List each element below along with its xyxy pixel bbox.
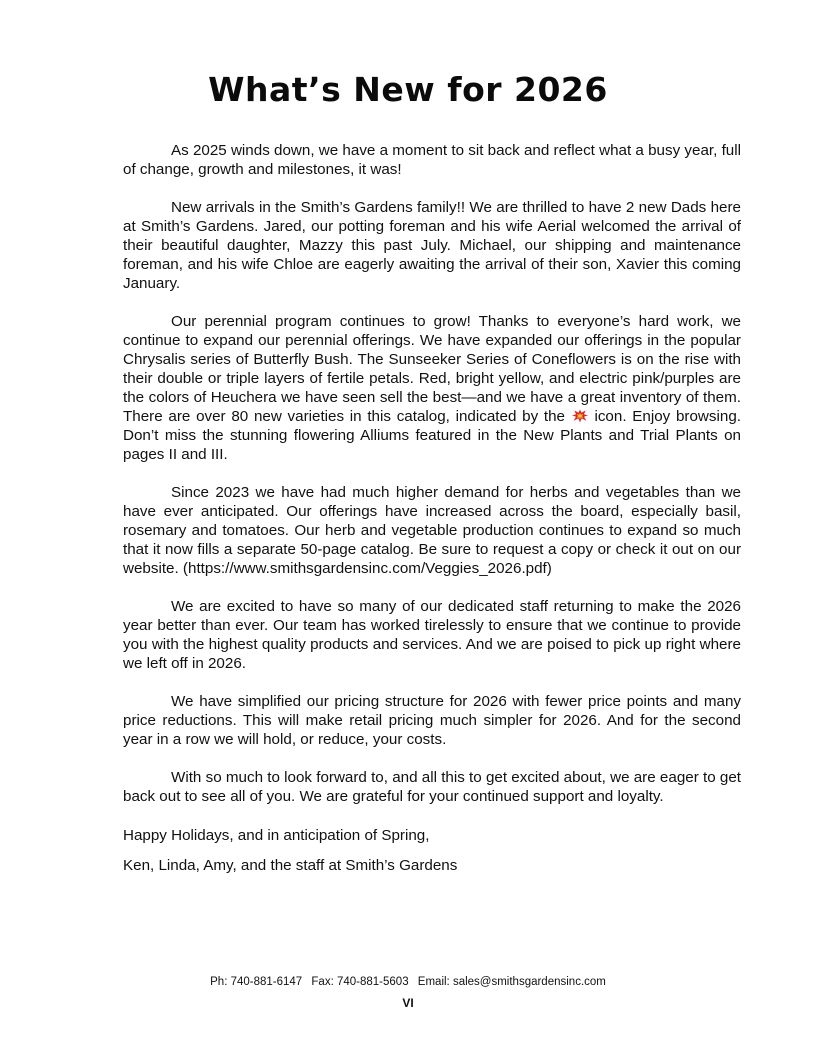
paragraph-pricing: We have simplified our pricing structure for 2026 with fewer price points and many price reductions. This will make retail pricing much simpler for 2026. And for the second year in a row we will hold, or reduce, your costs. bbox=[123, 693, 741, 748]
closing-greeting: Happy Holidays, and in anticipation of Spring, bbox=[123, 827, 430, 844]
footer-phone: Ph: 740-881-6147 bbox=[210, 976, 303, 988]
paragraph-perennials-part1: Our perennial program continues to grow! Thanks to everyone’s hard work, we continue to expand our perennial offerings. We have expanded our offerings in the popular Chrysalis series of Butterfly Bush. The Sunseeker Series of Coneflowers is on the rise with their double or triple layers of fertile petals. Red, bright yellow, and electric pink/purples are the colors of Heuchera we have seen sell the best—and we have a great inventory of them. There are over 80 new varieties in this catalog, indicated by the bbox=[123, 313, 741, 425]
page-number: VI bbox=[402, 996, 414, 1010]
paragraph-intro: As 2025 winds down, we have a moment to sit back and reflect what a busy year, full of change, growth and milestones, it was! bbox=[123, 142, 741, 178]
contact-footer bbox=[0, 976, 816, 988]
new-variety-starburst-icon bbox=[572, 409, 588, 423]
page-title: What’s New for 2026 bbox=[208, 70, 608, 109]
footer-email: Email: sales@smithsgardensinc.com bbox=[417, 976, 606, 988]
paragraph-closing-remarks: With so much to look forward to, and all this to get excited about, we are eager to get back out to see all of you. We are grateful for your continued support and loyalty. bbox=[123, 769, 741, 805]
paragraph-perennials-part2: icon. Enjoy browsing. Don’t miss the stunning flowering Alliums featured in the New Plants and Trial Plants on pages II and III. bbox=[123, 408, 741, 463]
paragraph-staff: We are excited to have so many of our dedicated staff returning to make the 2026 year better than ever. Our team has worked tirelessly to ensure that we continue to provide you with the highest quality products and services. And we are poised to pick up right where we left off in 2026. bbox=[123, 598, 741, 672]
footer-fax: Fax: 740-881-5603 bbox=[311, 976, 409, 988]
letter-closing bbox=[123, 826, 457, 886]
paragraph-perennials bbox=[123, 312, 741, 464]
paragraph-herbs-vegetables: Since 2023 we have had much higher demand for herbs and vegetables than we have ever anticipated. Our offerings have increased across the board, especially basil, rosemary and tomatoes. Our herb and vegetable production continues to expand so much that it now fills a separate 50-page catalog. Be sure to request a copy or check it out on our website. (https://www.smithsgardensinc.com/Veggies_2026.pdf) bbox=[123, 484, 741, 577]
closing-signature: Ken, Linda, Amy, and the staff at Smith’s Gardens bbox=[123, 857, 458, 874]
paragraph-new-arrivals: New arrivals in the Smith’s Gardens family!! We are thrilled to have 2 new Dads here at Smith’s Gardens. Jared, our potting foreman and his wife Aerial welcomed the arrival of their beautiful daughter, Mazzy this past July. Michael, our shipping and maintenance foreman, and his wife Chloe are eagerly awaiting the arrival of their son, Xavier this coming January. bbox=[123, 199, 741, 292]
letter-body bbox=[123, 141, 741, 825]
